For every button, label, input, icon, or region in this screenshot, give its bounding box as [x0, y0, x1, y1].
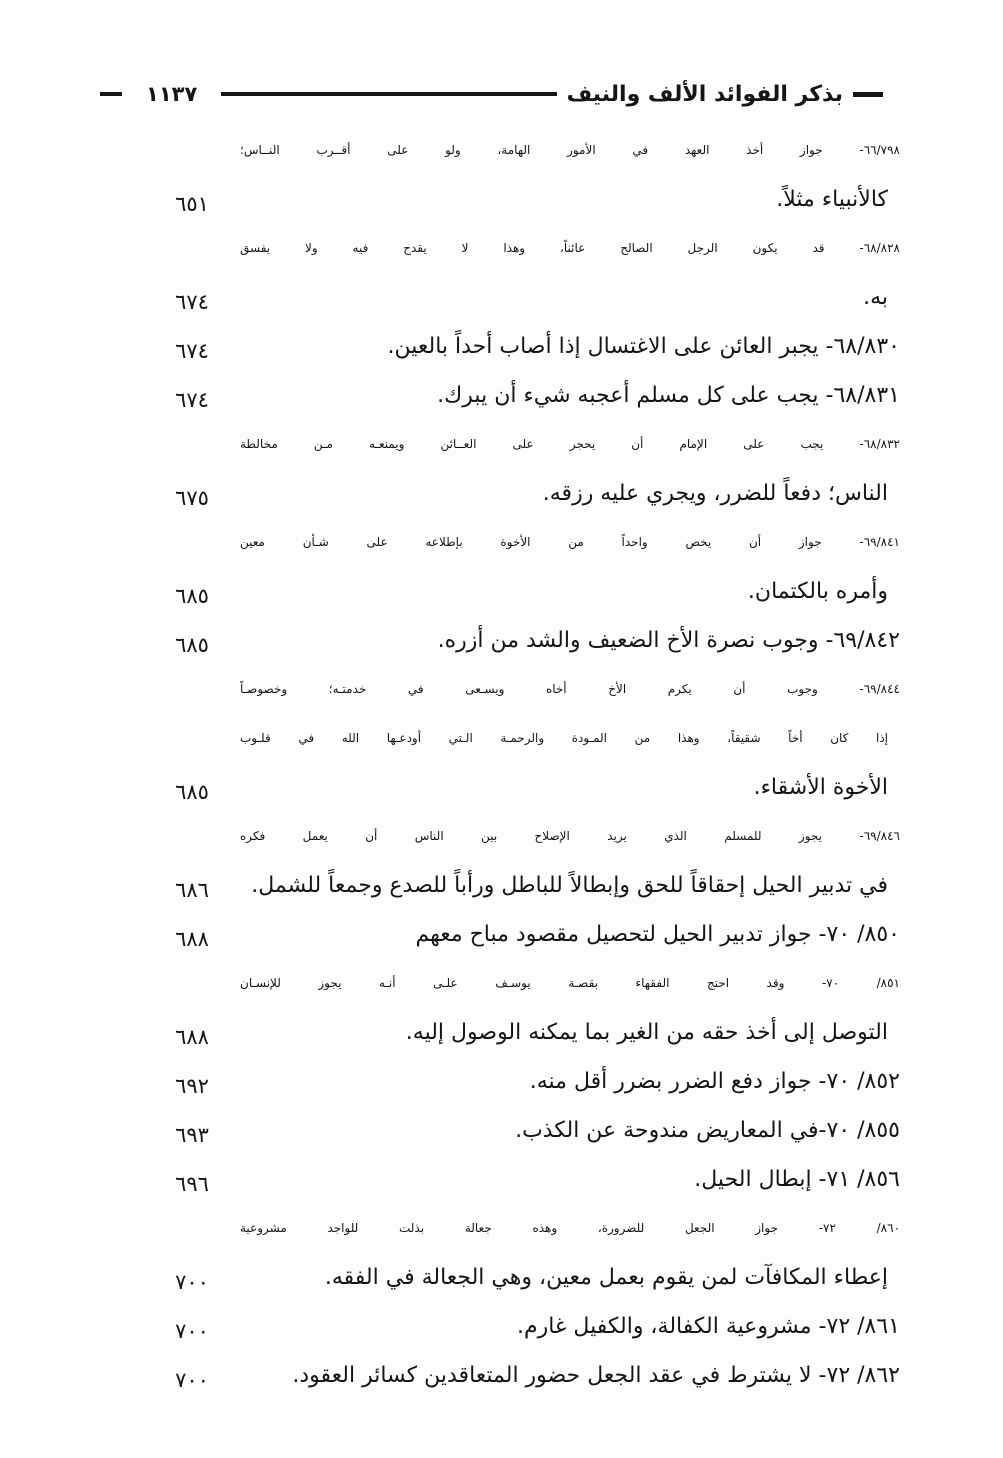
- index-entry: [175, 812, 900, 910]
- entry-page-number: ٦٨٥: [175, 584, 209, 608]
- index-entry: [175, 1204, 901, 1302]
- entry-line: [240, 665, 900, 714]
- entry-line-text: ٨٤٤/‏٦٩- وجوب أن يكرم الأخ أخاه ويسـعى في خدمتـه؛ وخصوصـاً: [240, 682, 900, 696]
- entry-line: [240, 469, 900, 518]
- entry-line-text: ٨٤٢/‏٦٩- وجوب نصرة الأخ الضعيف والشد من أزره.: [437, 628, 900, 653]
- index-entry: [175, 420, 900, 518]
- entry-page-number: ٧٠٠: [175, 1368, 209, 1392]
- entry-line-text: ٨٣٢/‏٦٨- يجب على الإمام أن يحجر على العــائن ويمنعـه مـن مخالطة: [240, 437, 900, 451]
- entry-page-number: ٦٧٤: [175, 388, 209, 412]
- entry-page-number: ٧٠٠: [175, 1319, 209, 1343]
- entry-line: [240, 861, 900, 910]
- entry-line: [240, 273, 900, 322]
- entry-line: [240, 959, 900, 1008]
- entry-line-text: في تدبير الحيل إحقاقاً للحق وإبطالاً للباطل ورأباً للصدع وجمعاً للشمل.: [251, 873, 888, 898]
- header-dash-left: [100, 92, 122, 96]
- entry-line: [240, 1008, 900, 1057]
- entry-line: [240, 175, 900, 224]
- entry-line: [240, 910, 900, 959]
- entry-line-text: ٨٣١/‏٦٨- يجب على كل مسلم أعجبه شيء أن يبرك.: [437, 383, 900, 408]
- entry-page-number: ٦٨٦: [175, 878, 209, 902]
- entry-line-text: ٨٦٠/ ٧٢- جواز الجعل للضرورة، وهذه جعالة بذلت للواجد مشروعية: [240, 1221, 901, 1235]
- index-list: [175, 126, 901, 1400]
- entry-page-number: ٦٧٤: [175, 339, 209, 363]
- entry-line: [240, 1057, 900, 1106]
- entry-line-text: ٨٥٠/ ٧٠- جواز تدبير الحيل لتحصيل مقصود مباح معهم: [415, 922, 900, 947]
- entry-line: [240, 1302, 900, 1351]
- entry-line-text: ٨٥١/ ٧٠- وقد احتج الفقهاء بقصـة يوسـف علـى أنـه يجوز للإنسـان: [240, 976, 900, 990]
- entry-line: [240, 616, 900, 665]
- entry-line: [240, 126, 900, 175]
- entry-line-text: ٨٥٢/ ٧٠- جواز دفع الضرر بضرر أقل منه.: [529, 1069, 900, 1094]
- entry-page-number: ٦٥١: [175, 192, 209, 216]
- index-entry: [175, 1302, 900, 1351]
- entry-page-number: ٦٨٥: [175, 780, 209, 804]
- entry-line-text: الأخوة الأشقاء.: [753, 775, 888, 800]
- entry-line-text: ٨٣٠/‏٦٨- يجبر العائن على الاغتسال إذا أصاب أحداً بالعين.: [387, 334, 900, 359]
- index-entry: [175, 518, 900, 616]
- entry-line: [240, 567, 900, 616]
- entry-line: [240, 1253, 900, 1302]
- entry-line-text: ٨٦٢/ ٧٢- لا يشترط في عقد الجعل حضور المتعاقدين كسائر العقود.: [292, 1363, 900, 1388]
- index-entry: [175, 1106, 900, 1155]
- entry-page-number: ٦٨٨: [175, 1025, 209, 1049]
- index-entry: [175, 910, 900, 959]
- header-title: بذكر الفوائد الألف والنيف: [566, 81, 843, 107]
- entry-page-number: ٦٩٦: [175, 1172, 209, 1196]
- index-entry: [175, 1155, 900, 1204]
- entry-line: [240, 420, 900, 469]
- running-header: [100, 76, 883, 112]
- entry-line-text: ٨٤٦/‏٦٩- يجوز للمسلم الذي يريد الإصلاح بين الناس أن يعمل فكره: [240, 829, 900, 843]
- index-entry: [175, 616, 900, 665]
- entry-line-text: إعطاء المكافآت لمن يقوم بعمل معين، وهي الجعالة في الفقه.: [324, 1265, 888, 1290]
- entry-page-number: ٦٩٢: [175, 1074, 209, 1098]
- entry-page-number: ٧٠٠: [175, 1270, 209, 1294]
- entry-line-text: ٨٦١/ ٧٢- مشروعية الكفالة، والكفيل غارم.: [516, 1314, 900, 1339]
- entry-line: [240, 714, 900, 763]
- entry-page-number: ٦٧٥: [175, 486, 209, 510]
- entry-line: [240, 812, 900, 861]
- entry-line: [240, 322, 900, 371]
- entry-line-text: ٨٥٥/ ٧٠-في المعاريض مندوحة عن الكذب.: [515, 1118, 900, 1143]
- entry-line-text: كالأنبياء مثلاً.: [776, 187, 888, 212]
- entry-line-text: ٧٩٨/‏٦٦- جواز أخذ العهد في الأمور الهامة، ولو على أقــرب النــاس؛: [240, 143, 900, 157]
- entry-page-number: ٦٨٨: [175, 927, 209, 951]
- entry-line: [240, 1351, 900, 1400]
- entry-line-text: الناس؛ دفعاً للضرر، ويجري عليه رزقه.: [542, 481, 888, 506]
- index-entry: [175, 126, 900, 224]
- header-page-number: ١١٣٧: [146, 82, 198, 106]
- index-entry: [175, 1057, 900, 1106]
- entry-line: [240, 763, 900, 812]
- entry-line-text: ٨٥٦/ ٧١- إبطال الحيل.: [694, 1167, 900, 1192]
- entry-line: [240, 1155, 900, 1204]
- header-dash-right: [853, 92, 883, 97]
- entry-line-text: وأمره بالكتمان.: [747, 579, 888, 604]
- index-entry: [175, 224, 900, 322]
- index-entry: [175, 371, 900, 420]
- entry-line: [240, 224, 900, 273]
- entry-line-text: إذا كان أخاً شقيقاً، وهذا من المـودة والرحمـة الـتي أودعـها الله في قلـوب: [240, 731, 888, 745]
- entry-line-text: ٨٤١/‏٦٩- جواز أن يخص واحداً من الأخوة بإطلاعه على شـأن معين: [240, 535, 900, 549]
- entry-line: [240, 1106, 900, 1155]
- entry-line-text: به.: [863, 285, 888, 310]
- entry-page-number: ٦٨٥: [175, 633, 209, 657]
- entry-line-text: التوصل إلى أخذ حقه من الغير بما يمكنه الوصول إليه.: [405, 1020, 888, 1045]
- entry-page-number: ٦٩٣: [175, 1123, 209, 1147]
- entry-line: [240, 518, 900, 567]
- index-entry: [175, 959, 900, 1057]
- header-rule: [221, 92, 556, 96]
- entry-line: [240, 1204, 900, 1253]
- entry-line: [240, 371, 900, 420]
- entry-line-text: ٨٢٨/‏٦٨- قد يكون الرجل الصالح عائناً، وهذا لا يقدح فيه ولا يفسق: [240, 241, 900, 255]
- entry-page-number: ٦٧٤: [175, 290, 209, 314]
- index-entry: [175, 1351, 900, 1400]
- index-entry: [175, 322, 900, 371]
- index-entry: [175, 665, 900, 812]
